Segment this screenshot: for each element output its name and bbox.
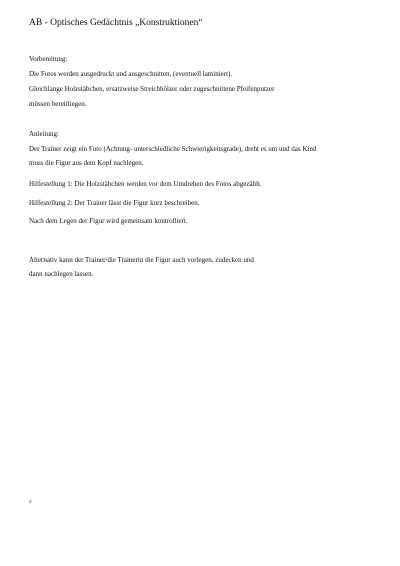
- anleitung-line-2: muss die Figur aus dem Kopf nachlegen.: [29, 159, 144, 167]
- document-title: AB - Optisches Gedächtnis „Konstruktionen“: [29, 18, 203, 28]
- alternativ-line-2: dann nachlegen lassen.: [29, 270, 94, 278]
- vorbereitung-line-3: müssen bereitliegen.: [29, 100, 87, 108]
- anleitung-line-1: Der Trainer zeigt ein Foto (Achtung- unterschiedliche Schwierigkeitsgrade), dreht es um und das Kind: [29, 145, 317, 153]
- alternativ-line-1: Alternativ kann der Trainer/die Trainerin die Figur auch vorlegen, zudecken und: [29, 256, 254, 264]
- vorbereitung-line-2: Gleichlange Holzstäbchen, ersatzweise Streichhölzer oder zugeschnittene Pfeifenputzer: [29, 85, 275, 93]
- vorbereitung-heading: Vorbereitung:: [29, 55, 68, 63]
- hilfestellung-2: Hilfestellung 2: Der Trainer lässt die Figur kurz beschreiben.: [29, 199, 200, 207]
- footer-mark: d: [29, 500, 32, 505]
- vorbereitung-line-1: Die Fotos werden ausgedruckt und ausgeschnitten, (eventuell laminiert).: [29, 70, 233, 78]
- kontrolle-text: Nach dem Legen der Figur wird gemeinsam kontrolliert.: [29, 217, 188, 225]
- hilfestellung-1: Hilfestellung 1: Die Holzstäbchen werden vor dem Umdrehen des Fotos abgezählt.: [29, 180, 262, 188]
- anleitung-heading: Anleitung:: [29, 130, 59, 138]
